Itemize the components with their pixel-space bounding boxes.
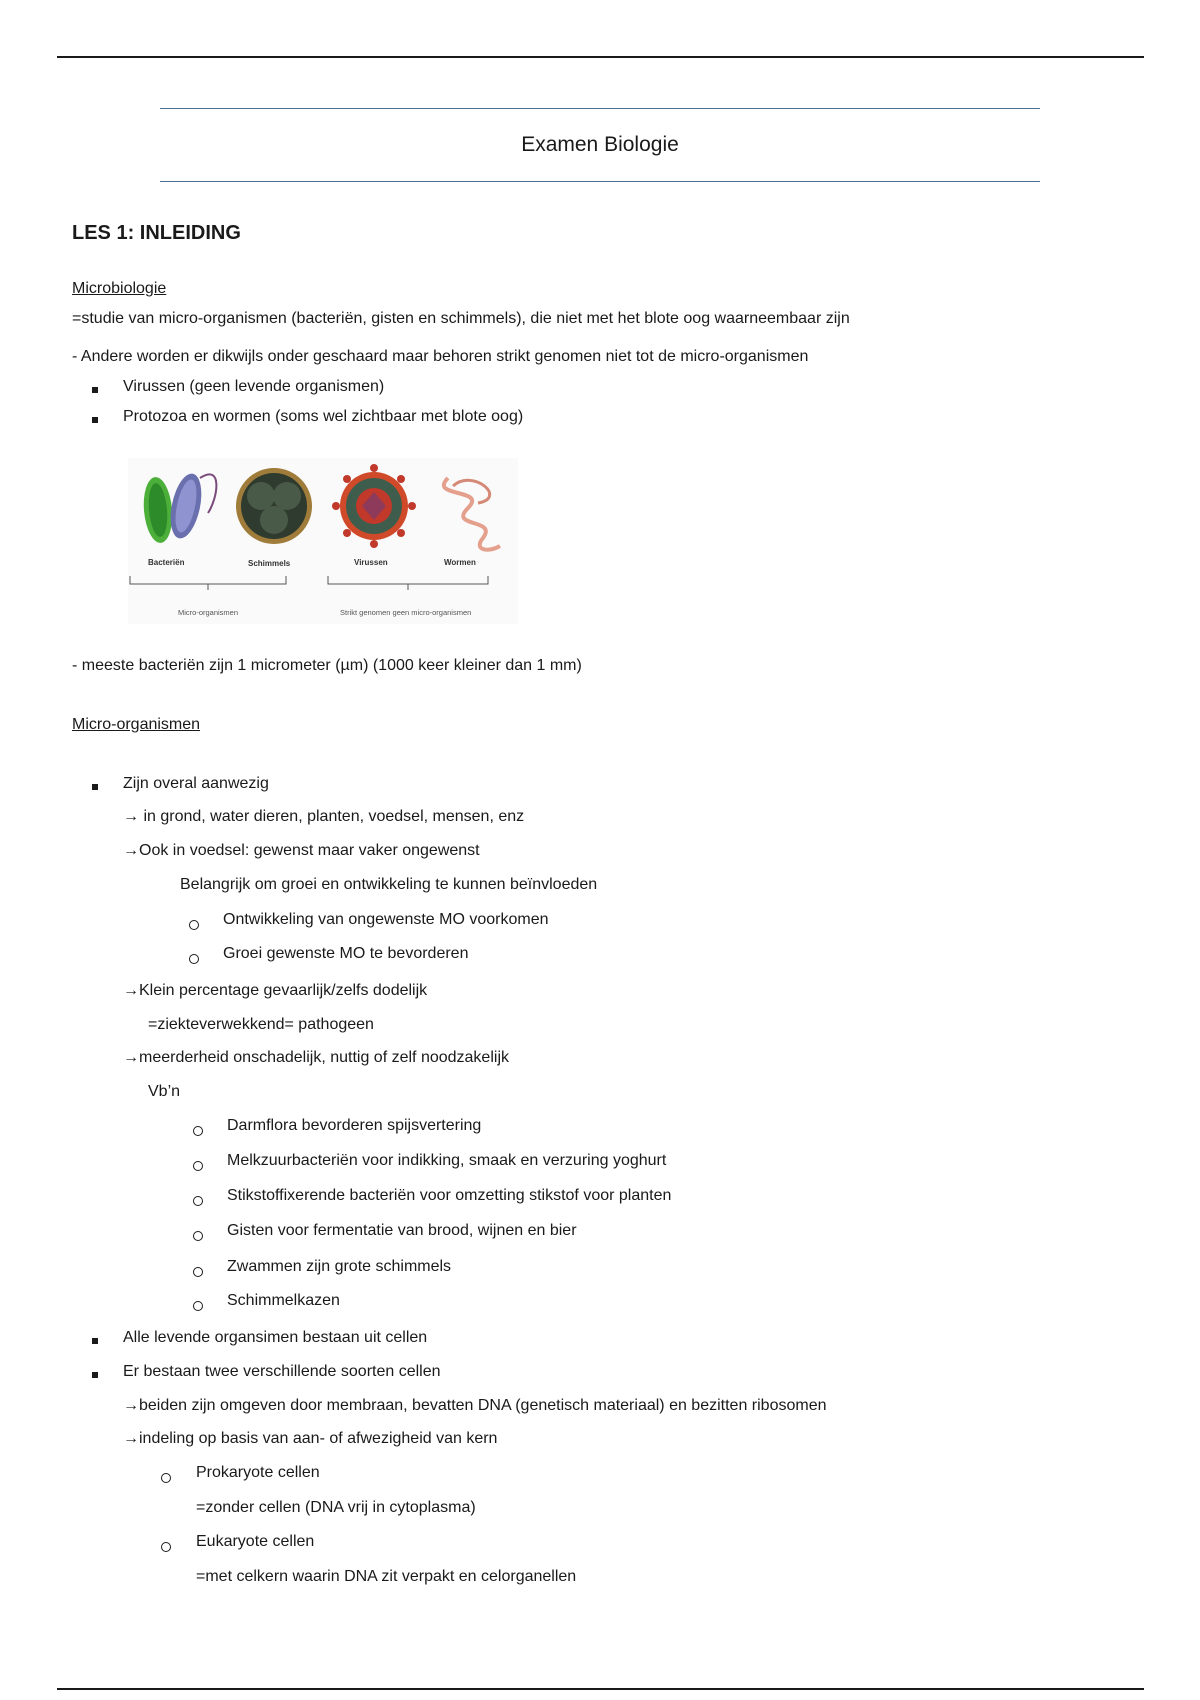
list-item: Protozoa en wormen (soms wel zichtbaar met blote oog) <box>123 408 524 425</box>
lesson-heading: LES 1: INLEIDING <box>72 222 241 244</box>
arrow-line: → in grond, water dieren, planten, voedsel, mensen, enz <box>123 808 525 825</box>
others-intro-text: - Andere worden er dikwijls onder geschaard maar behoren strikt genomen niet tot de micro-organismen <box>72 348 809 365</box>
microorganisms-figure <box>128 458 518 624</box>
list-item: Zwammen zijn grote schimmels <box>227 1258 452 1275</box>
circle-bullet-icon <box>189 954 199 964</box>
figure-caption-right: Strikt genomen geen micro-organismen <box>340 608 472 617</box>
list-item: Ontwikkeling van ongewenste MO voorkomen <box>223 911 549 928</box>
list-item: Alle levende organsimen bestaan uit cellen <box>123 1329 428 1346</box>
cell-type-desc: =met celkern waarin DNA zit verpakt en celorganellen <box>196 1568 577 1585</box>
circle-bullet-icon <box>193 1231 203 1241</box>
arrow-line: →meerderheid onschadelijk, nuttig of zelf noodzakelijk <box>123 1049 509 1066</box>
list-item: Er bestaan twee verschillende soorten cellen <box>123 1363 441 1380</box>
bottom-rule <box>57 1688 1144 1690</box>
sub-text: Belangrijk om groei en ontwikkeling te kunnen beïnvloeden <box>180 876 598 893</box>
list-item: Zijn overal aanwezig <box>123 775 269 792</box>
arrow-line: →Klein percentage gevaarlijk/zelfs dodelijk <box>123 982 428 999</box>
list-item: Gisten voor fermentatie van brood, wijnen en bier <box>227 1222 577 1239</box>
definition-text: =studie van micro-organismen (bacteriën, gisten en schimmels), die niet met het blote oog waarneembaar zijn <box>72 310 850 327</box>
square-bullet-icon <box>92 1338 98 1344</box>
circle-bullet-icon <box>193 1161 203 1171</box>
square-bullet-icon <box>92 417 98 423</box>
figure-label: Schimmels <box>248 559 291 568</box>
circle-bullet-icon <box>161 1473 171 1483</box>
list-item: Stikstoffixerende bacteriën voor omzetting stikstof voor planten <box>227 1187 672 1204</box>
list-item: Darmflora bevorderen spijsvertering <box>227 1117 482 1134</box>
square-bullet-icon <box>92 1372 98 1378</box>
circle-bullet-icon <box>161 1542 171 1552</box>
bacterium-icon <box>141 471 216 544</box>
figure-illustration <box>128 458 518 624</box>
circle-bullet-icon <box>193 1196 203 1206</box>
fungus-icon <box>236 468 312 544</box>
figure-label: Virussen <box>354 558 388 567</box>
arrow-line: →indeling op basis van aan- of afwezigheid van kern <box>123 1430 498 1447</box>
cell-type-name: Eukaryote cellen <box>196 1533 315 1550</box>
circle-bullet-icon <box>193 1126 203 1136</box>
sub-text: =ziekteverwekkend= pathogeen <box>148 1016 374 1033</box>
square-bullet-icon <box>92 387 98 393</box>
top-rule <box>57 56 1144 58</box>
list-item: Melkzuurbacteriën voor indikking, smaak en verzuring yoghurt <box>227 1152 667 1169</box>
arrow-line: →Ook in voedsel: gewenst maar vaker ongewenst <box>123 842 480 859</box>
figure-label: Bacteriën <box>148 558 185 567</box>
sub-text: Vb’n <box>148 1083 181 1100</box>
figure-label: Wormen <box>444 558 476 567</box>
list-item: Virussen (geen levende organismen) <box>123 378 385 395</box>
cell-type-name: Prokaryote cellen <box>196 1464 320 1481</box>
circle-bullet-icon <box>193 1267 203 1277</box>
virus-icon <box>332 464 416 548</box>
list-item: Schimmelkazen <box>227 1292 340 1309</box>
title-block <box>160 108 1040 182</box>
circle-bullet-icon <box>189 920 199 930</box>
square-bullet-icon <box>92 784 98 790</box>
worm-icon <box>444 478 500 550</box>
circle-bullet-icon <box>193 1301 203 1311</box>
arrow-line: →beiden zijn omgeven door membraan, bevatten DNA (genetisch materiaal) en bezitten ribosomen <box>123 1397 827 1414</box>
section-title-microbiologie: Microbiologie <box>72 280 167 297</box>
document-title: Examen Biologie <box>521 133 679 156</box>
figure-caption-left: Micro-organismen <box>178 608 239 617</box>
cell-type-desc: =zonder cellen (DNA vrij in cytoplasma) <box>196 1499 476 1516</box>
list-item: Groei gewenste MO te bevorderen <box>223 945 469 962</box>
section-title-micro-organismen: Micro-organismen <box>72 716 201 733</box>
size-note-text: - meeste bacteriën zijn 1 micrometer (µm) (1000 keer kleiner dan 1 mm) <box>72 657 582 674</box>
